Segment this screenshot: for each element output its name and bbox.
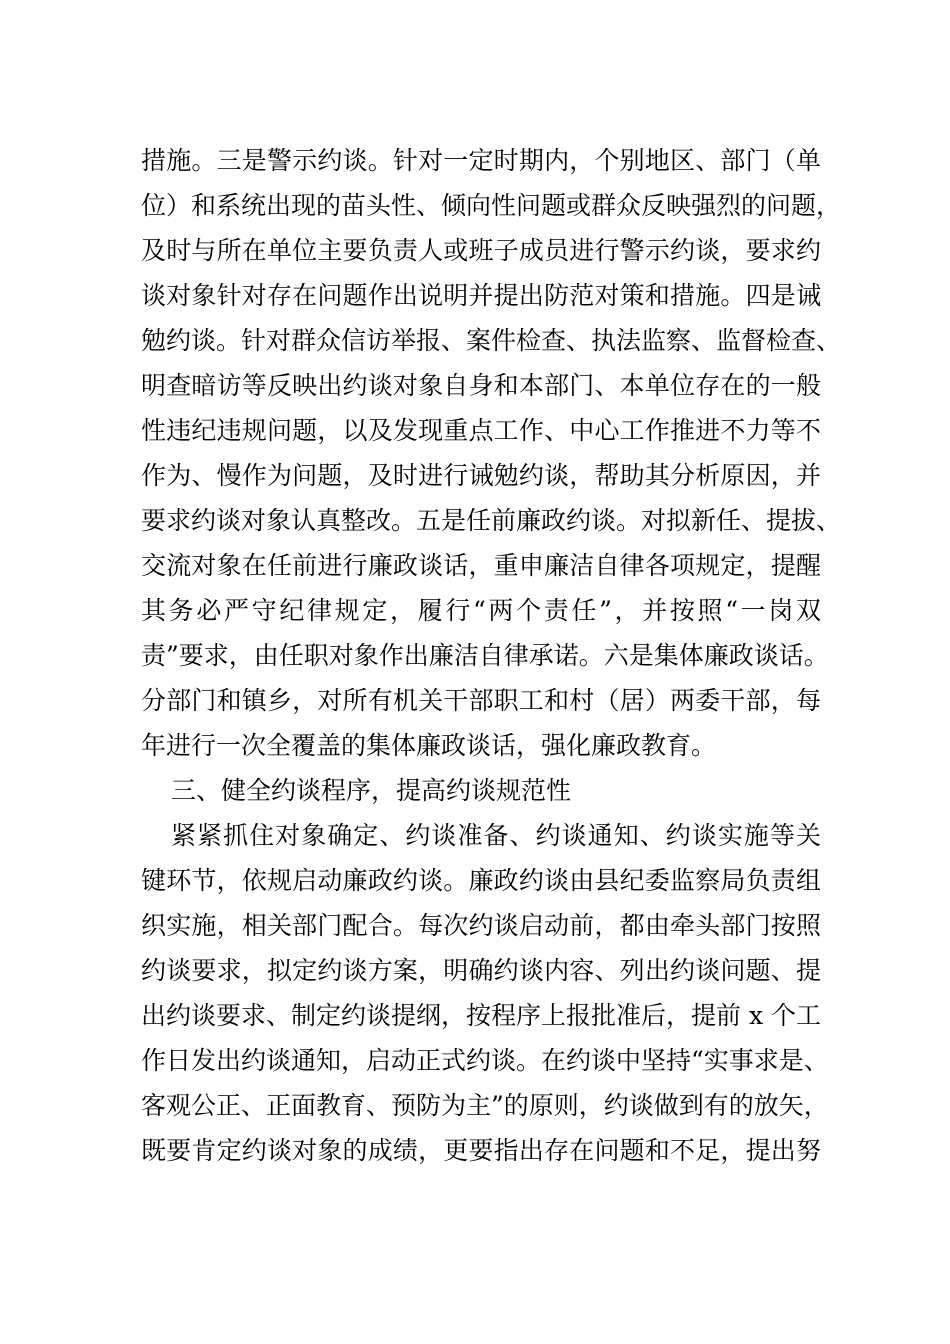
body-line: 性违纪违规问题，以及发现重点工作、中心工作推进不力等不	[141, 416, 821, 445]
body-line: 紧紧抓住对象确定、约谈准备、约谈通知、约谈实施等关	[171, 821, 821, 850]
body-line: 勉约谈。针对群众信访举报、案件检查、执法监察、监督检查、	[141, 326, 842, 355]
body-line: 要求约谈对象认真整改。五是任前廉政约谈。对拟新任、提拔、	[141, 506, 842, 535]
body-line: 谈对象针对存在问题作出说明并提出防范对策和措施。四是诫	[141, 281, 821, 310]
body-line: 年进行一次全覆盖的集体廉政谈话，强化廉政教育。	[141, 731, 717, 760]
body-line: 及时与所在单位主要负责人或班子成员进行警示约谈，要求约	[141, 236, 821, 265]
body-line: 既要肯定约谈对象的成绩，更要指出存在问题和不足，提出努	[141, 1136, 821, 1165]
body-line: 分部门和镇乡，对所有机关干部职工和村（居）两委干部，每	[141, 686, 821, 715]
body-line: 出约谈要求、制定约谈提纲，按程序上报批准后，提前 x 个工	[141, 1001, 821, 1030]
body-line: 其务必严守纪律规定，履行“两个责任”，并按照“一岗双	[141, 596, 821, 625]
body-line: 作为、慢作为问题，及时进行诫勉约谈，帮助其分析原因，并	[141, 461, 821, 490]
body-line: 键环节，依规启动廉政约谈。廉政约谈由县纪委监察局负责组	[141, 866, 821, 895]
body-line: 作日发出约谈通知，启动正式约谈。在约谈中坚持“实事求是、	[141, 1046, 829, 1075]
body-line: 措施。三是警示约谈。针对一定时期内，个别地区、部门（单	[141, 146, 821, 175]
body-line: 约谈要求，拟定约谈方案，明确约谈内容、列出约谈问题、提	[141, 956, 821, 985]
body-line: 织实施，相关部门配合。每次约谈启动前，都由牵头部门按照	[141, 911, 821, 940]
body-line: 责”要求，由任职对象作出廉洁自律承诺。六是集体廉政谈话。	[141, 641, 829, 670]
body-line: 客观公正、正面教育、预防为主”的原则，约谈做到有的放矢，	[141, 1091, 829, 1120]
body-line: 交流对象在任前进行廉政谈话，重申廉洁自律各项规定，提醒	[141, 551, 821, 580]
body-line: 位）和系统出现的苗头性、倾向性问题或群众反映强烈的问题，	[141, 191, 842, 220]
section-heading: 三、健全约谈程序，提高约谈规范性	[171, 776, 572, 805]
body-line: 明查暗访等反映出约谈对象自身和本部门、本单位存在的一般	[141, 371, 821, 400]
